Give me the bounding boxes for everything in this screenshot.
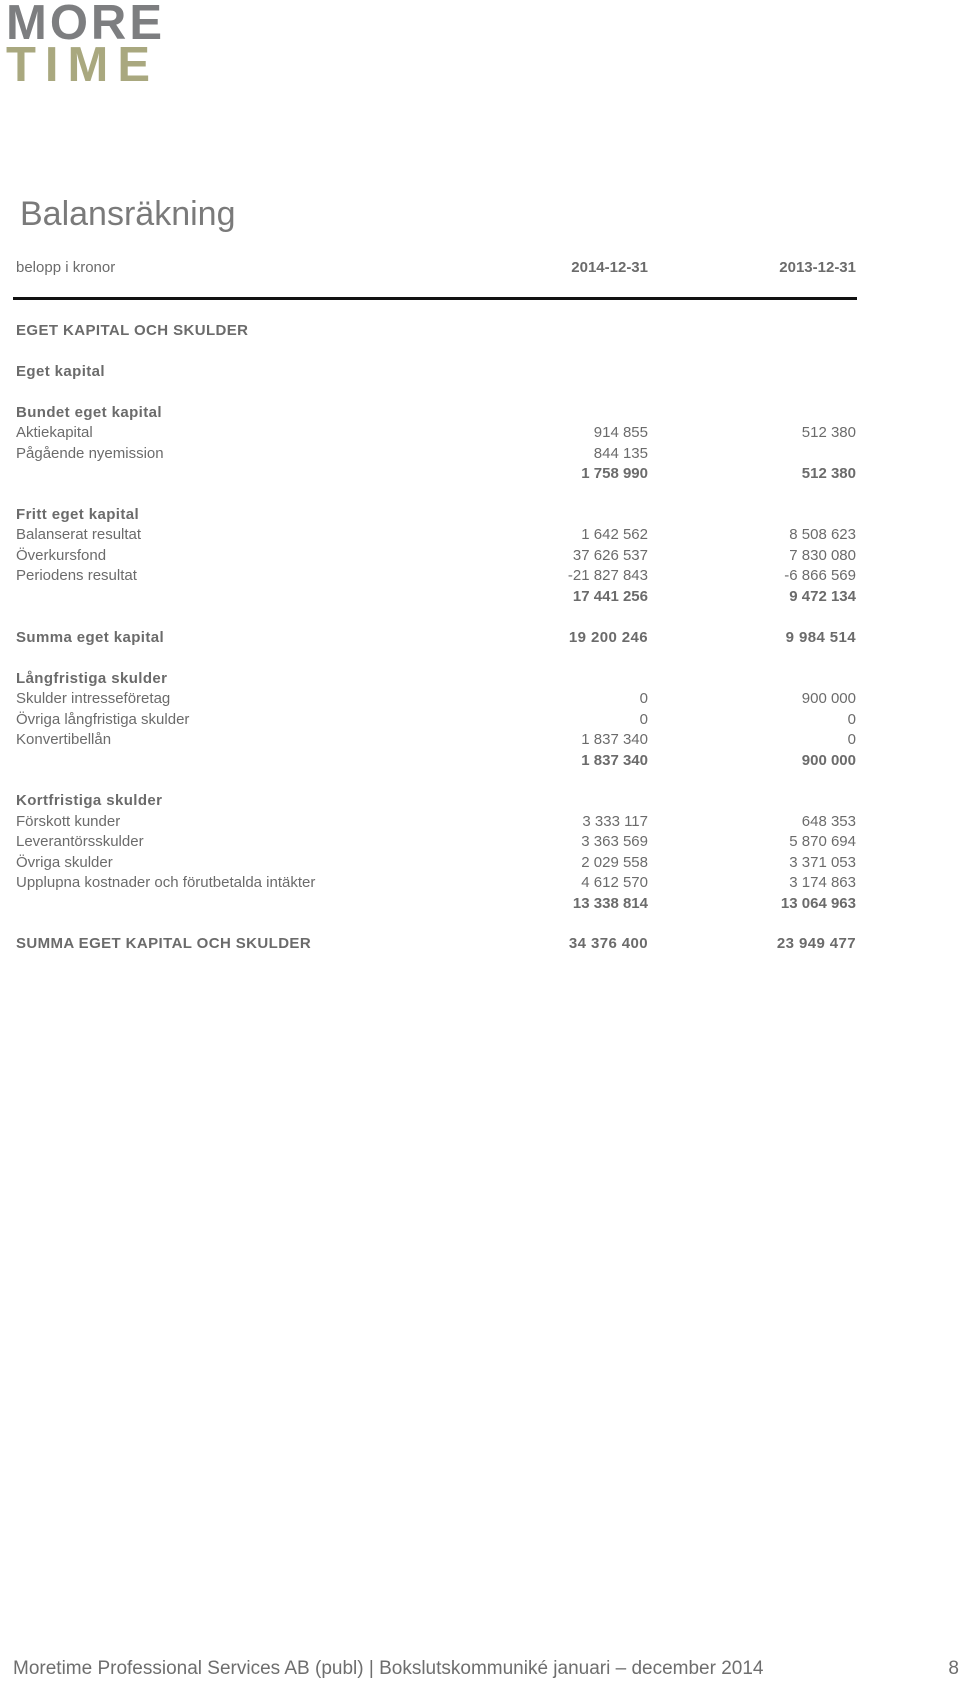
table-row xyxy=(16,444,856,464)
subgroup-heading xyxy=(16,791,856,811)
logo-more-text: MORE xyxy=(6,0,165,50)
value-2014: 3 363 569 xyxy=(581,833,648,850)
subtotal-row xyxy=(16,894,856,914)
value-2013: 3 174 863 xyxy=(789,874,856,891)
table-row xyxy=(16,546,856,566)
table-row xyxy=(16,730,856,750)
value-2013: 7 830 080 xyxy=(789,547,856,564)
value-2014: 1 837 340 xyxy=(581,752,648,769)
table-row xyxy=(16,812,856,832)
company-logo xyxy=(6,0,166,92)
subtotal-row xyxy=(16,464,856,484)
value-2014: 914 855 xyxy=(593,424,648,441)
value-2014: 844 135 xyxy=(593,445,648,462)
value-2013: 5 870 694 xyxy=(789,833,856,850)
value-2013: 648 353 xyxy=(801,813,856,830)
row-label: Pågående nyemission xyxy=(16,445,164,462)
column-header-2013: 2013-12-31 xyxy=(779,259,856,276)
row-label: SUMMA EGET KAPITAL OCH SKULDER xyxy=(16,935,312,952)
value-2013: 900 000 xyxy=(801,752,856,769)
page-title: Balansräkning xyxy=(20,195,236,233)
row-label: Aktiekapital xyxy=(16,424,93,441)
subtotal-row xyxy=(16,587,856,607)
footer-text: Moretime Professional Services AB (publ) | Bokslutskommuniké januari – december 2014 xyxy=(13,1658,764,1679)
section-heading xyxy=(16,321,856,341)
table-row xyxy=(16,832,856,852)
value-2014: 37 626 537 xyxy=(572,547,648,564)
value-2014: -21 827 843 xyxy=(567,567,648,584)
unit-label: belopp i kronor xyxy=(16,259,116,276)
row-label: Periodens resultat xyxy=(16,567,137,584)
row-label: Konvertibellån xyxy=(16,731,112,748)
row-label: Kortfristiga skulder xyxy=(16,792,163,809)
value-2013: 9 984 514 xyxy=(785,629,856,646)
row-label: Övriga skulder xyxy=(16,854,113,871)
value-2014: 19 200 246 xyxy=(568,629,648,646)
logo-time-text: TIME xyxy=(6,38,160,92)
table-row xyxy=(16,853,856,873)
value-2014: 17 441 256 xyxy=(572,588,648,605)
column-header-2014: 2014-12-31 xyxy=(571,259,648,276)
table-row xyxy=(16,525,856,545)
row-label: Skulder intresseföretag xyxy=(16,690,171,707)
subgroup-heading xyxy=(16,669,856,689)
subtotal-row xyxy=(16,751,856,771)
value-2014: 2 029 558 xyxy=(581,854,648,871)
table-row xyxy=(16,566,856,586)
value-2014: 3 333 117 xyxy=(582,813,648,830)
row-label: EGET KAPITAL OCH SKULDER xyxy=(16,322,249,339)
value-2013: 13 064 963 xyxy=(780,895,856,912)
row-label: Övriga långfristiga skulder xyxy=(16,711,190,728)
value-2013: 3 371 053 xyxy=(789,854,856,871)
row-label: Förskott kunder xyxy=(16,813,121,830)
value-2013: 0 xyxy=(847,731,856,748)
subgroup-heading xyxy=(16,505,856,525)
row-label: Leverantörsskulder xyxy=(16,833,144,850)
row-label: Eget kapital xyxy=(16,363,105,380)
table-row xyxy=(16,873,856,893)
table-row xyxy=(16,710,856,730)
table-row xyxy=(16,423,856,443)
row-label: Upplupna kostnader och förutbetalda intäkter xyxy=(16,874,316,891)
value-2013: 8 508 623 xyxy=(789,526,856,543)
group-heading xyxy=(16,362,856,382)
row-label: Överkursfond xyxy=(16,547,107,564)
value-2014: 34 376 400 xyxy=(568,935,648,952)
row-label: Balanserat resultat xyxy=(16,526,142,543)
value-2014: 4 612 570 xyxy=(581,874,648,891)
value-2014: 1 642 562 xyxy=(581,526,648,543)
value-2014: 1 837 340 xyxy=(581,731,648,748)
value-2013: -6 866 569 xyxy=(784,567,856,584)
row-label: Summa eget kapital xyxy=(16,629,165,646)
value-2013: 512 380 xyxy=(801,465,856,482)
page-footer xyxy=(13,1658,959,1684)
column-header-row xyxy=(16,258,856,278)
value-2013: 0 xyxy=(847,711,856,728)
page-number: 8 xyxy=(948,1658,959,1679)
value-2013: 512 380 xyxy=(801,424,856,441)
value-2013: 9 472 134 xyxy=(789,588,856,605)
grand-total-row xyxy=(16,934,856,954)
value-2013: 900 000 xyxy=(801,690,856,707)
header-divider xyxy=(13,297,857,300)
value-2013: 23 949 477 xyxy=(776,935,856,952)
table-row xyxy=(16,689,856,709)
subgroup-heading xyxy=(16,403,856,423)
row-label: Bundet eget kapital xyxy=(16,404,162,421)
value-2014: 13 338 814 xyxy=(572,895,648,912)
row-label: Fritt eget kapital xyxy=(16,506,140,523)
row-label: Långfristiga skulder xyxy=(16,670,168,687)
value-2014: 0 xyxy=(639,711,648,728)
total-row xyxy=(16,628,856,648)
value-2014: 0 xyxy=(639,690,648,707)
value-2014: 1 758 990 xyxy=(581,465,648,482)
